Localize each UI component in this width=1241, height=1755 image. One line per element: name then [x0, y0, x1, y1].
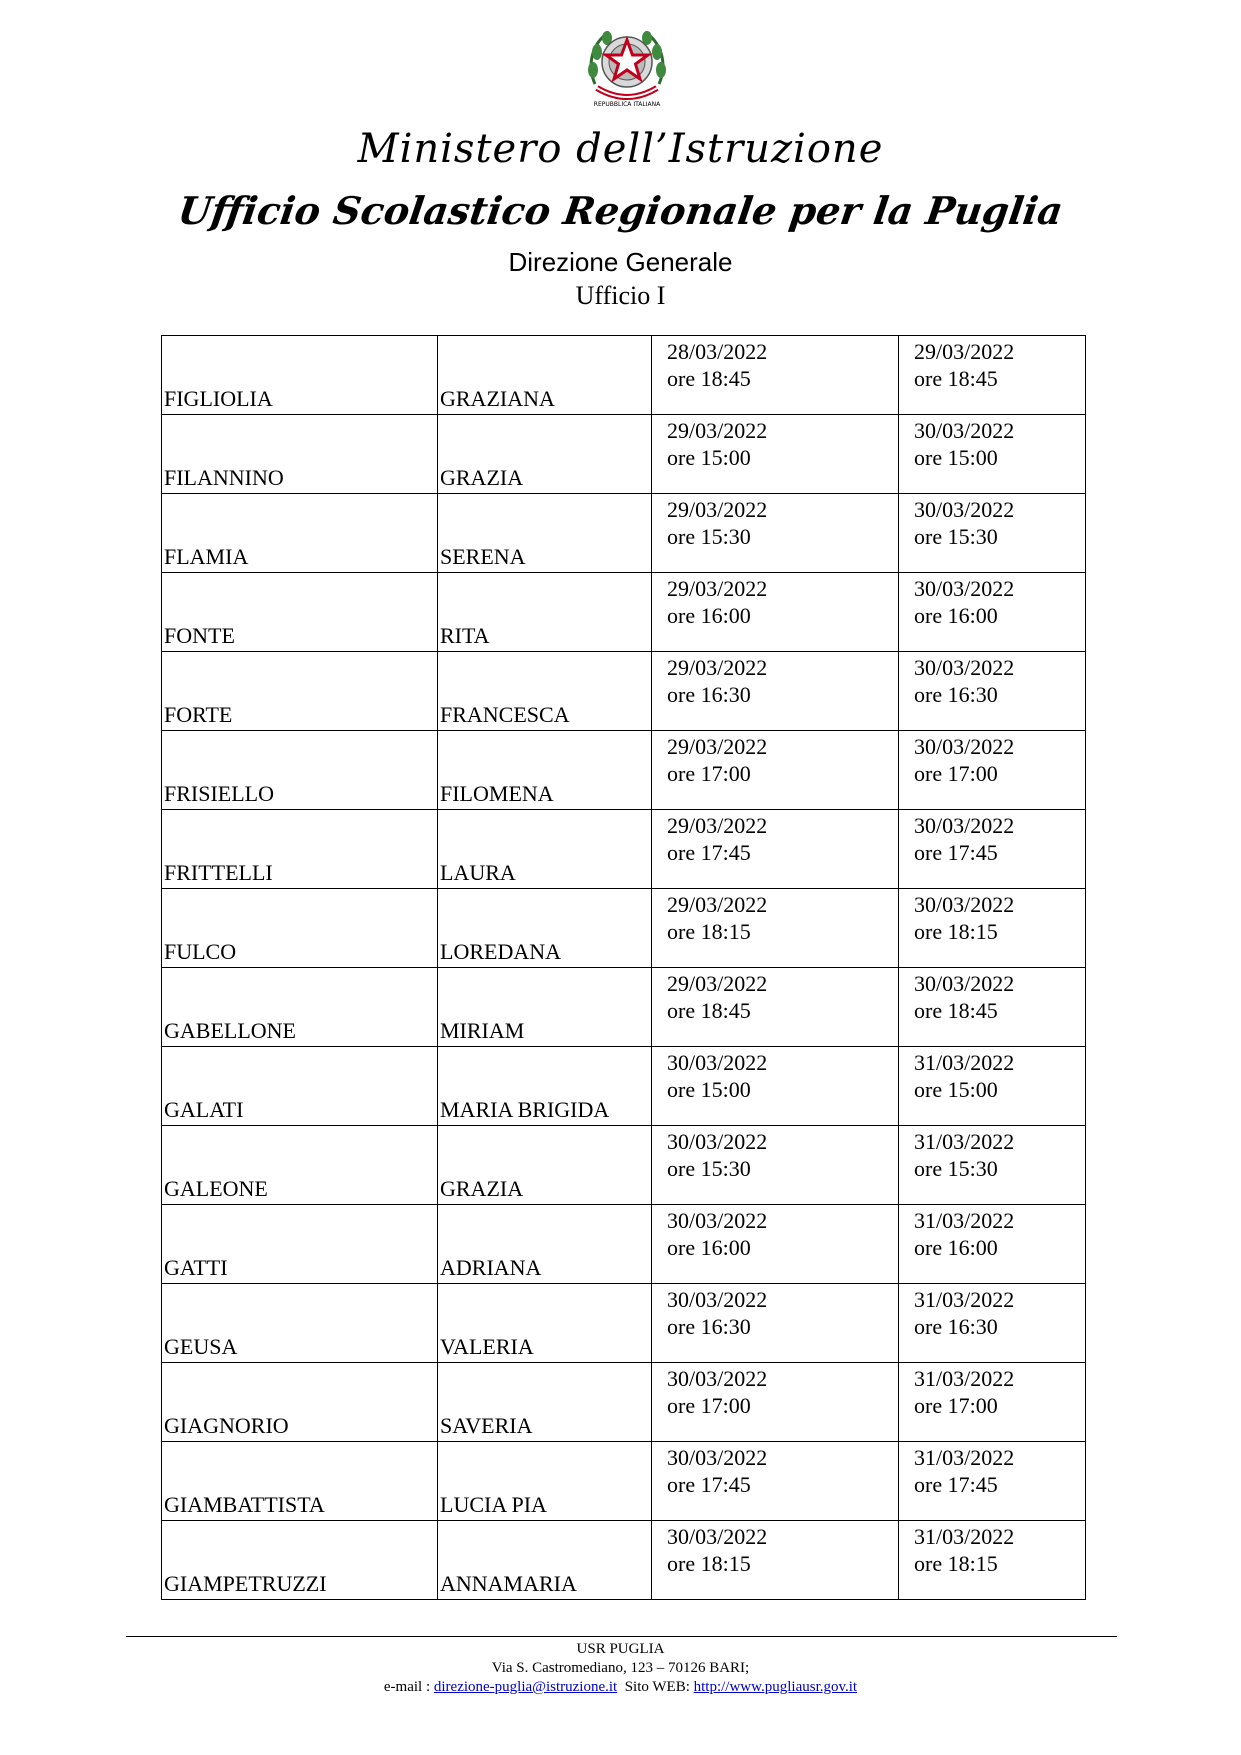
name-cell: [438, 1442, 652, 1521]
name-text: GRAZIA: [440, 465, 524, 490]
table-row: [162, 1126, 1086, 1205]
second-time: ore 18:15: [914, 1551, 998, 1576]
name-cell: [438, 1126, 652, 1205]
first-appointment-cell: [652, 968, 899, 1047]
table-row: [162, 652, 1086, 731]
second-appointment-cell: [899, 731, 1086, 810]
name-text: VALERIA: [440, 1334, 534, 1359]
name-cell: [438, 1284, 652, 1363]
surname-text: GIAGNORIO: [164, 1413, 289, 1438]
second-date: 31/03/2022: [914, 1445, 1015, 1470]
name-cell: [438, 1521, 652, 1600]
table-row: [162, 810, 1086, 889]
emblem-text: REPUBBLICA ITALIANA: [593, 101, 661, 108]
second-appointment-cell: [899, 494, 1086, 573]
table-row: [162, 1205, 1086, 1284]
first-date: 29/03/2022: [667, 971, 768, 996]
table-row: [162, 494, 1086, 573]
name-text: LOREDANA: [440, 939, 561, 964]
table-row: [162, 1521, 1086, 1600]
surname-cell: [162, 731, 438, 810]
first-time: ore 17:00: [667, 761, 751, 786]
second-time: ore 17:00: [914, 1393, 998, 1418]
first-time: ore 18:45: [667, 366, 751, 391]
table-row: [162, 1047, 1086, 1126]
first-date: 30/03/2022: [667, 1208, 768, 1233]
table-row: [162, 731, 1086, 810]
second-appointment-cell: [899, 415, 1086, 494]
second-appointment-cell: [899, 652, 1086, 731]
first-time: ore 17:45: [667, 840, 751, 865]
surname-text: GABELLONE: [164, 1018, 296, 1043]
first-time: ore 17:00: [667, 1393, 751, 1418]
first-time: ore 15:00: [667, 1077, 751, 1102]
name-text: RITA: [440, 623, 490, 648]
first-date: 29/03/2022: [667, 734, 768, 759]
name-text: SERENA: [440, 544, 526, 569]
name-cell: [438, 1047, 652, 1126]
footer-email-label: e-mail :: [383, 1679, 434, 1695]
first-date: 29/03/2022: [667, 497, 768, 522]
name-cell: [438, 889, 652, 968]
first-appointment-cell: [652, 1521, 899, 1600]
table-row: [162, 1363, 1086, 1442]
second-appointment-cell: [899, 573, 1086, 652]
surname-text: GALEONE: [164, 1176, 268, 1201]
surname-cell: [162, 1363, 438, 1442]
name-cell: [438, 415, 652, 494]
direction-title: Direzione Generale: [508, 247, 733, 277]
footer-email-link[interactable]: direzione-puglia@istruzione.it: [433, 1679, 618, 1695]
second-time: ore 17:00: [914, 761, 998, 786]
second-date: 30/03/2022: [914, 813, 1015, 838]
second-appointment-cell: [899, 1126, 1086, 1205]
second-date: 30/03/2022: [914, 576, 1015, 601]
footer-contacts: [0, 1678, 1241, 1697]
second-time: ore 16:30: [914, 682, 998, 707]
surname-cell: [162, 889, 438, 968]
second-date: 31/03/2022: [914, 1366, 1015, 1391]
first-time: ore 16:00: [667, 1235, 751, 1260]
surname-cell: [162, 1205, 438, 1284]
first-date: 29/03/2022: [667, 813, 768, 838]
name-cell: [438, 810, 652, 889]
table-row: [162, 415, 1086, 494]
surname-cell: [162, 1442, 438, 1521]
surname-text: FIGLIOLIA: [164, 386, 273, 411]
second-time: ore 15:30: [914, 1156, 998, 1181]
second-date: 30/03/2022: [914, 655, 1015, 680]
surname-cell: [162, 652, 438, 731]
second-appointment-cell: [899, 1205, 1086, 1284]
name-text: SAVERIA: [440, 1413, 533, 1438]
second-appointment-cell: [899, 810, 1086, 889]
second-date: 30/03/2022: [914, 892, 1015, 917]
second-appointment-cell: [899, 1442, 1086, 1521]
first-appointment-cell: [652, 1126, 899, 1205]
surname-cell: [162, 1521, 438, 1600]
name-text: MIRIAM: [440, 1018, 525, 1043]
first-appointment-cell: [652, 1442, 899, 1521]
first-time: ore 18:15: [667, 1551, 751, 1576]
footer-org: USR PUGLIA: [576, 1641, 665, 1657]
first-appointment-cell: [652, 1047, 899, 1126]
footer-divider: [126, 1636, 1117, 1637]
table-row: [162, 968, 1086, 1047]
second-appointment-cell: [899, 968, 1086, 1047]
name-cell: [438, 731, 652, 810]
first-date: 30/03/2022: [667, 1445, 768, 1470]
second-date: 31/03/2022: [914, 1050, 1015, 1075]
schedule-table: [161, 335, 1086, 1600]
name-cell: [438, 1363, 652, 1442]
second-time: ore 15:00: [914, 445, 998, 470]
name-cell: [438, 336, 652, 415]
first-appointment-cell: [652, 1205, 899, 1284]
name-text: LUCIA PIA: [440, 1492, 547, 1517]
table-row: [162, 336, 1086, 415]
surname-cell: [162, 1126, 438, 1205]
table-row: [162, 1284, 1086, 1363]
surname-text: FILANNINO: [164, 465, 284, 490]
first-appointment-cell: [652, 810, 899, 889]
name-text: MARIA BRIGIDA: [440, 1097, 610, 1122]
second-time: ore 16:00: [914, 1235, 998, 1260]
footer-address: Via S. Castromediano, 123 – 70126 BARI;: [491, 1660, 750, 1676]
surname-cell: [162, 336, 438, 415]
second-date: 30/03/2022: [914, 497, 1015, 522]
surname-cell: [162, 968, 438, 1047]
footer-web-label: Sito WEB:: [624, 1679, 694, 1695]
surname-cell: [162, 810, 438, 889]
name-cell: [438, 968, 652, 1047]
first-time: ore 16:00: [667, 603, 751, 628]
first-time: ore 15:30: [667, 1156, 751, 1181]
second-time: ore 18:15: [914, 919, 998, 944]
unit-title: Ufficio I: [575, 281, 666, 310]
surname-cell: [162, 573, 438, 652]
surname-text: GATTI: [164, 1255, 228, 1280]
second-appointment-cell: [899, 1521, 1086, 1600]
name-text: GRAZIANA: [440, 386, 555, 411]
second-date: 30/03/2022: [914, 418, 1015, 443]
first-appointment-cell: [652, 1363, 899, 1442]
second-time: ore 15:30: [914, 524, 998, 549]
first-appointment-cell: [652, 336, 899, 415]
table-row: [162, 573, 1086, 652]
surname-cell: [162, 494, 438, 573]
schedule-rows: [162, 336, 1086, 1600]
second-appointment-cell: [899, 1363, 1086, 1442]
second-time: ore 17:45: [914, 1472, 998, 1497]
first-time: ore 16:30: [667, 682, 751, 707]
surname-cell: [162, 1284, 438, 1363]
surname-cell: [162, 415, 438, 494]
ministry-title: Ministero dell’Istruzione: [357, 126, 884, 172]
name-text: GRAZIA: [440, 1176, 524, 1201]
first-date: 30/03/2022: [667, 1366, 768, 1391]
surname-text: GIAMBATTISTA: [164, 1492, 325, 1517]
first-appointment-cell: [652, 494, 899, 573]
first-time: ore 18:45: [667, 998, 751, 1023]
surname-text: FRITTELLI: [164, 860, 273, 885]
second-date: 29/03/2022: [914, 339, 1015, 364]
second-date: 30/03/2022: [914, 971, 1015, 996]
second-date: 31/03/2022: [914, 1208, 1015, 1233]
name-cell: [438, 494, 652, 573]
surname-text: FONTE: [164, 623, 235, 648]
first-appointment-cell: [652, 1284, 899, 1363]
second-appointment-cell: [899, 1047, 1086, 1126]
first-appointment-cell: [652, 652, 899, 731]
first-date: 29/03/2022: [667, 576, 768, 601]
office-title: Ufficio Scolastico Regionale per la Puglia: [175, 188, 1066, 233]
first-appointment-cell: [652, 415, 899, 494]
first-date: 30/03/2022: [667, 1050, 768, 1075]
footer: [0, 1640, 1241, 1697]
first-time: ore 16:30: [667, 1314, 751, 1339]
name-text: FILOMENA: [440, 781, 554, 806]
name-cell: [438, 573, 652, 652]
first-time: ore 17:45: [667, 1472, 751, 1497]
second-appointment-cell: [899, 336, 1086, 415]
name-text: ANNAMARIA: [440, 1571, 577, 1596]
second-date: 31/03/2022: [914, 1524, 1015, 1549]
surname-text: FLAMIA: [164, 544, 249, 569]
table-row: [162, 889, 1086, 968]
first-date: 29/03/2022: [667, 655, 768, 680]
first-date: 29/03/2022: [667, 418, 768, 443]
first-time: ore 15:00: [667, 445, 751, 470]
republic-emblem-icon: [583, 22, 671, 112]
second-appointment-cell: [899, 1284, 1086, 1363]
first-time: ore 15:30: [667, 524, 751, 549]
name-text: FRANCESCA: [440, 702, 570, 727]
name-text: ADRIANA: [440, 1255, 542, 1280]
second-time: ore 15:00: [914, 1077, 998, 1102]
surname-cell: [162, 1047, 438, 1126]
second-appointment-cell: [899, 889, 1086, 968]
surname-text: GALATI: [164, 1097, 244, 1122]
first-date: 29/03/2022: [667, 892, 768, 917]
second-time: ore 16:00: [914, 603, 998, 628]
second-time: ore 17:45: [914, 840, 998, 865]
first-date: 30/03/2022: [667, 1287, 768, 1312]
first-appointment-cell: [652, 573, 899, 652]
surname-text: GEUSA: [164, 1334, 238, 1359]
first-appointment-cell: [652, 731, 899, 810]
footer-web-link[interactable]: http://www.pugliausr.gov.it: [693, 1679, 858, 1695]
second-date: 30/03/2022: [914, 734, 1015, 759]
name-cell: [438, 1205, 652, 1284]
table-row: [162, 1442, 1086, 1521]
surname-text: FRISIELLO: [164, 781, 274, 806]
second-time: ore 18:45: [914, 998, 998, 1023]
first-appointment-cell: [652, 889, 899, 968]
surname-text: FULCO: [164, 939, 237, 964]
name-text: LAURA: [440, 860, 516, 885]
first-date: 28/03/2022: [667, 339, 768, 364]
name-cell: [438, 652, 652, 731]
surname-text: GIAMPETRUZZI: [164, 1571, 327, 1596]
second-date: 31/03/2022: [914, 1129, 1015, 1154]
second-date: 31/03/2022: [914, 1287, 1015, 1312]
first-date: 30/03/2022: [667, 1524, 768, 1549]
first-time: ore 18:15: [667, 919, 751, 944]
second-time: ore 18:45: [914, 366, 998, 391]
second-time: ore 16:30: [914, 1314, 998, 1339]
surname-text: FORTE: [164, 702, 233, 727]
first-date: 30/03/2022: [667, 1129, 768, 1154]
